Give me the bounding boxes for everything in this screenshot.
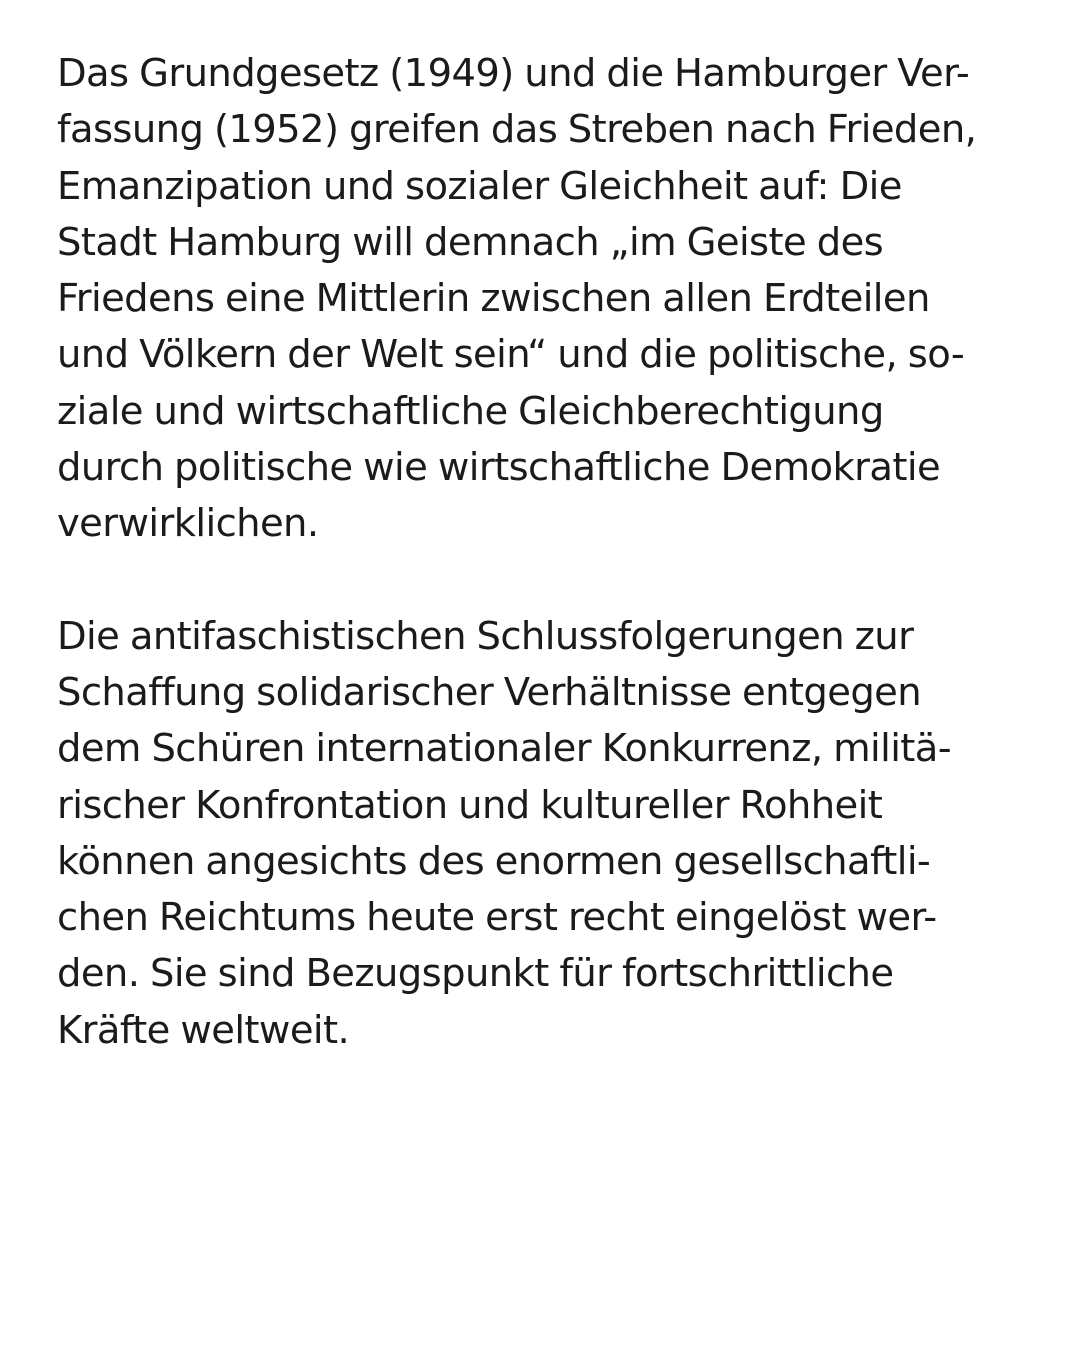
text-line: Kräfte weltweit. (57, 1007, 350, 1053)
text-line: rischer Konfrontation und kultureller Rohheit (57, 782, 883, 828)
paragraph-antifascist-conclusions (57, 609, 1027, 1059)
text-line: Die antifaschistischen Schlussfolgerungen zur (57, 613, 914, 659)
text-line: Friedens eine Mittlerin zwischen allen Erdteilen (57, 276, 930, 322)
text-line: durch politische wie wirtschaftliche Demokratie (57, 445, 941, 491)
text-line: Emanzipation und sozialer Gleichheit auf: Die (57, 163, 902, 209)
text-line: und Völkern der Welt sein“ und die politische, so- (57, 332, 965, 378)
text-line: dem Schüren internationaler Konkurrenz, militä- (57, 726, 952, 772)
paragraph-constitution (57, 46, 1027, 553)
text-line: ziale und wirtschaftliche Gleichberechtigung (57, 388, 884, 434)
text-line: fassung (1952) greifen das Streben nach Frieden, (57, 107, 977, 153)
text-line: chen Reichtums heute erst recht eingelöst wer- (57, 895, 937, 941)
text-line: können angesichts des enormen gesellschaftli- (57, 838, 931, 884)
text-line: Schaffung solidarischer Verhältnisse entgegen (57, 669, 922, 715)
text-line: Das Grundgesetz (1949) und die Hamburger Ver- (57, 51, 970, 96)
text-line: verwirklichen. (57, 501, 319, 547)
text-line: Stadt Hamburg will demnach „im Geiste des (57, 219, 884, 265)
document-body (57, 46, 1027, 1059)
text-line: den. Sie sind Bezugspunkt für fortschrittliche (57, 951, 894, 997)
